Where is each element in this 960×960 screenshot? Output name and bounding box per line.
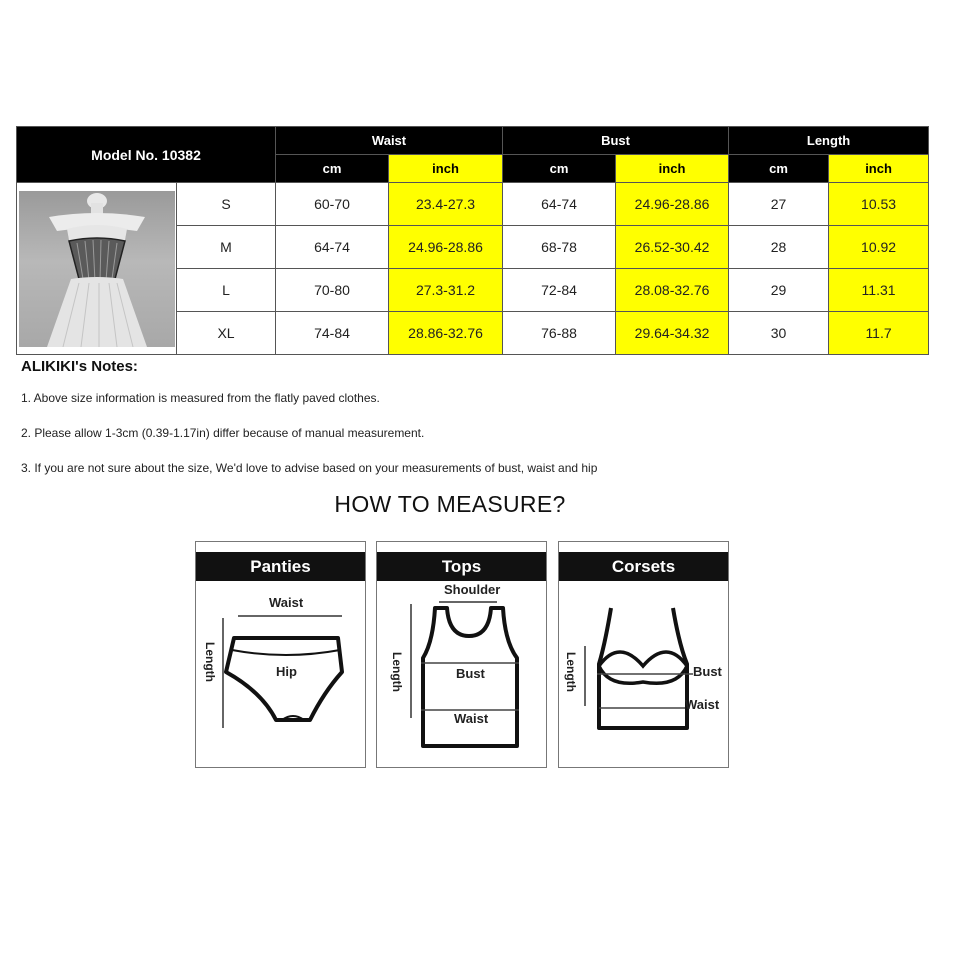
table-cell: 64-74: [503, 183, 616, 226]
corset-product-photo: [19, 191, 175, 347]
table-cell: 29: [729, 269, 829, 312]
panties-length-label: Length: [203, 642, 217, 682]
table-cell: 28.86-32.76: [389, 312, 503, 355]
how-to-measure-title: HOW TO MEASURE?: [334, 491, 566, 517]
size-label: S: [177, 183, 276, 226]
corsets-card-title: Corsets: [559, 552, 728, 581]
table-cell: 68-78: [503, 226, 616, 269]
corsets-diagram: [559, 542, 730, 769]
unit-header-length-cm: cm: [729, 155, 829, 183]
panties-hip-label: Hip: [276, 664, 297, 679]
tops-shoulder-label: Shoulder: [444, 582, 501, 597]
table-cell: 29.64-34.32: [616, 312, 729, 355]
tops-length-label: Length: [390, 652, 404, 692]
corsets-bust-label: Bust: [693, 664, 722, 679]
table-cell: 24.96-28.86: [389, 226, 503, 269]
note-item-3: 3. If you are not sure about the size, We'd love to advise based on your measurements of bust, waist and hip: [21, 461, 598, 475]
table-cell: 30: [729, 312, 829, 355]
panties-measure-card: [195, 541, 366, 768]
corsets-length-label: Length: [564, 652, 578, 692]
table-cell: 28.08-32.76: [616, 269, 729, 312]
panties-waist-label: Waist: [269, 595, 304, 610]
table-cell: 72-84: [503, 269, 616, 312]
table-cell: 11.7: [829, 312, 929, 355]
tops-card-title: Tops: [377, 552, 546, 581]
notes-title: ALIKIKI's Notes:: [21, 358, 138, 375]
table-cell: 26.52-30.42: [616, 226, 729, 269]
table-cell: 28: [729, 226, 829, 269]
size-chart-table: [16, 126, 929, 355]
size-label: XL: [177, 312, 276, 355]
table-cell: 10.53: [829, 183, 929, 226]
size-label: L: [177, 269, 276, 312]
table-cell: 64-74: [276, 226, 389, 269]
table-row: [17, 183, 929, 226]
note-item-2: 2. Please allow 1-3cm (0.39-1.17in) differ because of manual measurement.: [21, 426, 425, 440]
table-cell: 27.3-31.2: [389, 269, 503, 312]
bust-group-header: Bust: [503, 127, 729, 155]
table-cell: 27: [729, 183, 829, 226]
waist-group-header: Waist: [276, 127, 503, 155]
unit-header-waist-cm: cm: [276, 155, 389, 183]
tops-waist-label: Waist: [454, 711, 489, 726]
size-label: M: [177, 226, 276, 269]
length-group-header: Length: [729, 127, 929, 155]
unit-header-bust-inch: inch: [616, 155, 729, 183]
unit-header-waist-inch: inch: [389, 155, 503, 183]
unit-header-bust-cm: cm: [503, 155, 616, 183]
tops-measure-card: [376, 541, 547, 768]
table-cell: 70-80: [276, 269, 389, 312]
table-cell: 10.92: [829, 226, 929, 269]
table-cell: 76-88: [503, 312, 616, 355]
table-cell: 24.96-28.86: [616, 183, 729, 226]
table-cell: 23.4-27.3: [389, 183, 503, 226]
model-number-header: Model No. 10382: [17, 127, 276, 183]
table-cell: 74-84: [276, 312, 389, 355]
table-cell: 60-70: [276, 183, 389, 226]
tops-bust-label: Bust: [456, 666, 485, 681]
corsets-measure-card: [558, 541, 729, 768]
panties-diagram: [196, 542, 367, 769]
product-photo-cell: [17, 183, 177, 355]
table-cell: 11.31: [829, 269, 929, 312]
corsets-waist-label: Waist: [685, 697, 720, 712]
note-item-1: 1. Above size information is measured from the flatly paved clothes.: [21, 391, 380, 405]
unit-header-length-inch: inch: [829, 155, 929, 183]
panties-card-title: Panties: [196, 552, 365, 581]
